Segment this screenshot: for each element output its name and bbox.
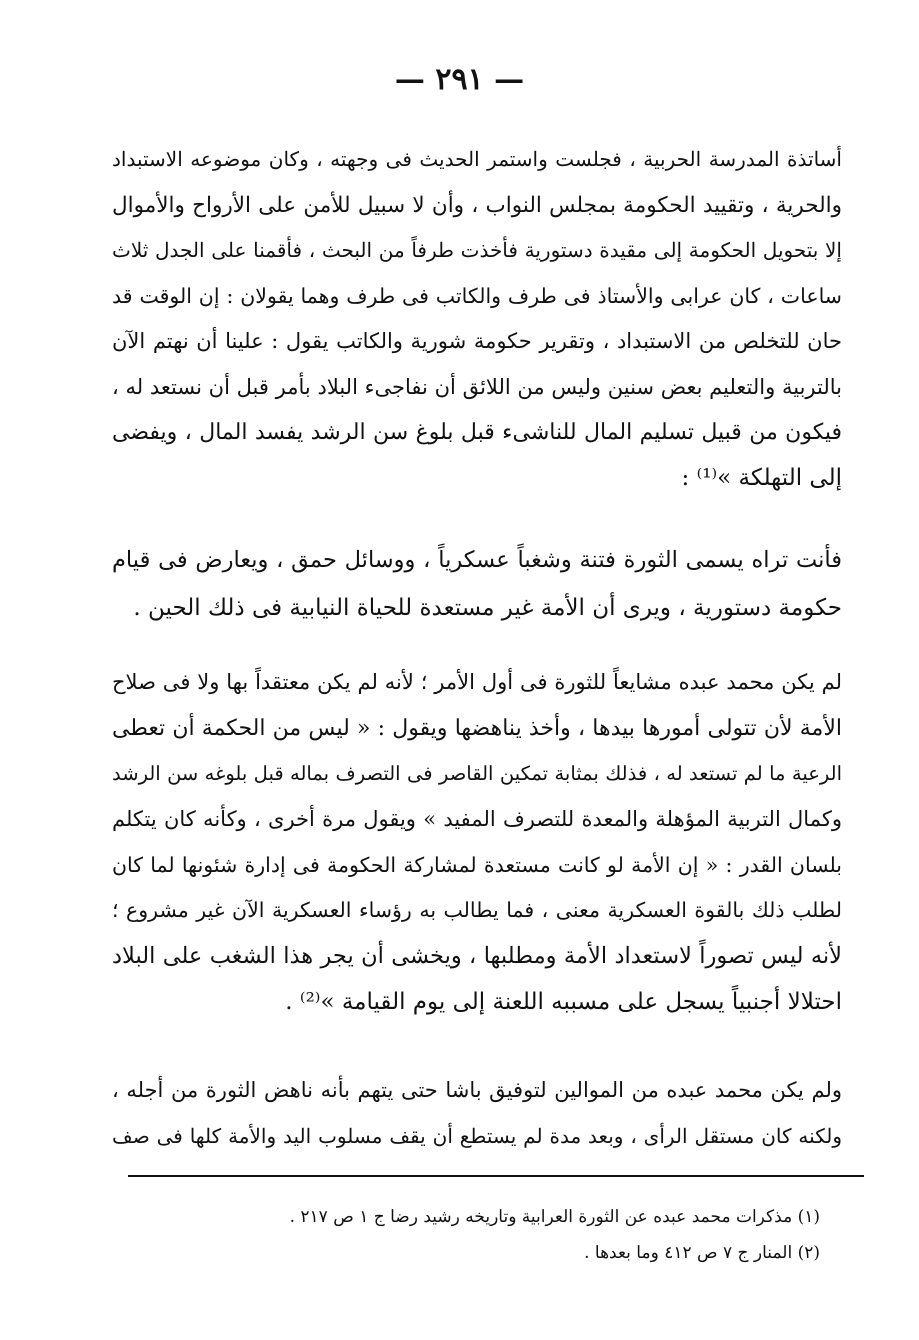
- text-line: أساتذة المدرسة الحربية ، فجلست واستمر الحديث فى وجهته ، وكان موضوعه الاستبداد: [112, 147, 842, 171]
- footnote-separator: [128, 1175, 864, 1177]
- text-line: احتلالا أجنبياً يسجل على مسببه اللعنة إلى يوم القيامة »⁽²⁾ .: [285, 988, 842, 1015]
- text-line: بالتربية والتعليم بعض سنين وليس من اللائق أن نفاجىء البلاد بأمر قبل أن نستعد له ،: [112, 374, 842, 399]
- text-line: الأمة لأن تتولى أمورها بيدها ، وأخذ يناهضها ويقول : « ليس من الحكمة أن تعطى: [112, 715, 842, 741]
- text-line: لأنه ليس تصوراً لاستعداد الأمة ومطلبها ، ويخشى أن يجر هذا الشغب على البلاد: [112, 943, 842, 970]
- text-line: حان للتخلص من الاستبداد ، وتقرير حكومة شورية والكاتب يقول : علينا أن نهتم الآن: [112, 329, 842, 353]
- text-line: حكومة دستورية ، ويرى أن الأمة غير مستعدة للحياة النيابية فى ذلك الحين .: [133, 595, 842, 621]
- footnote-text: (٢) المنار ج ٧ ص ٤١٢ وما بعدها .: [584, 1243, 820, 1263]
- page-number: — ٢٩١ —: [394, 62, 525, 97]
- footnote-2: [230, 1243, 820, 1263]
- text-line: الرعية ما لم تستعد له ، فذلك بمثابة تمكين القاصر فى التصرف بماله قبل بلوغه سن الرشد: [112, 762, 842, 786]
- text-line: لم يكن محمد عبده مشايعاً للثورة فى أول الأمر ؛ لأنه لم يكن معتقداً بها ولا فى صلاح: [112, 670, 842, 694]
- text-line: إلا بتحويل الحكومة إلى مقيدة دستورية فأخذت طرفاً من البحث ، فأقمنا على الجدل ثلاث: [112, 238, 842, 262]
- paragraph-1: [112, 137, 842, 501]
- paragraph-3: [112, 660, 842, 1026]
- text-line: ولكنه كان مستقل الرأى ، وبعد مدة لم يستطع أن يقف مسلوب اليد والأمة كلها فى صف: [112, 1124, 842, 1148]
- text-line: وكمال التربية المؤهلة والمعدة للتصرف المفيد » ويقول مرة أخرى ، وكأنه كان يتكلم: [112, 807, 842, 832]
- footnote-text: (١) مذكرات محمد عبده عن الثورة العرابية وتاريخه رشيد رضا ج ١ ص ٢١٧ .: [289, 1207, 820, 1227]
- text-line: إلى التهلكة »⁽¹⁾ :: [681, 464, 842, 491]
- text-line: ولم يكن محمد عبده من الموالين لتوفيق باشا حتى يتهم بأنه ناهض الثورة من أجله ،: [112, 1078, 842, 1102]
- text-line: والحرية ، وتقييد الحكومة بمجلس النواب ، وأن لا سبيل للأمن على الأرواح والأموال: [112, 192, 842, 218]
- paragraph-2: [112, 536, 842, 632]
- text-line: ساعات ، كان عرابى والأستاذ فى طرف والكاتب فى طرف وهما يقولان : إن الوقت قد: [112, 283, 842, 308]
- text-line: لطلب ذلك بالقوة العسكرية معنى ، فما يطالب به رؤساء العسكرية الآن غير مشروع ؛: [112, 898, 842, 923]
- text-line: فأنت تراه يسمى الثورة فتنة وشغباً عسكرياً ، ووسائل حمق ، ويعارض فى قيام: [112, 547, 842, 573]
- footnote-1: [230, 1207, 820, 1227]
- text-line: فيكون من قبيل تسليم المال للناشىء قبل بلوغ سن الرشد يفسد المال ، ويفضى: [112, 420, 842, 445]
- paragraph-4: [112, 1067, 842, 1159]
- text-line: بلسان القدر : « إن الأمة لو كانت مستعدة لمشاركة الحكومة فى إدارة شئونها لما كان: [112, 852, 842, 877]
